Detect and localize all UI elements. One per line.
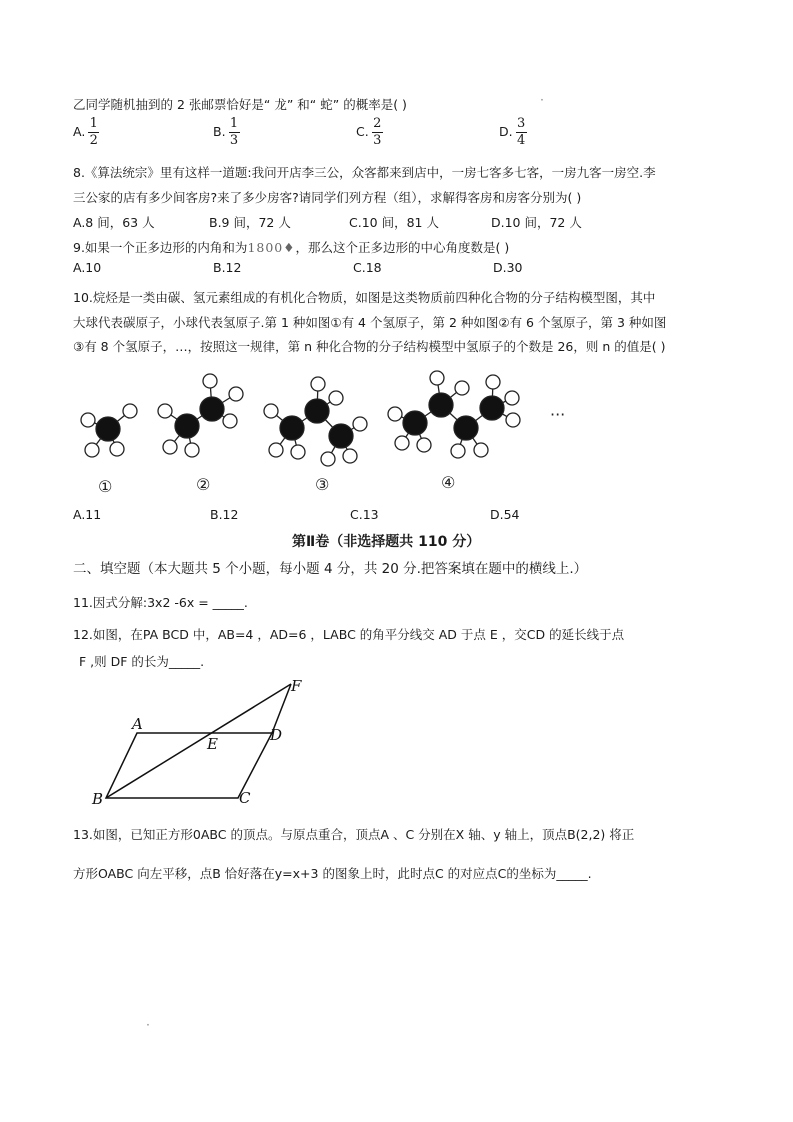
point-label-b: B <box>92 790 104 808</box>
molecule-1 <box>81 404 137 457</box>
option-label: C. <box>356 124 369 139</box>
q10-option-c: C.13 <box>350 507 379 522</box>
point-label-e: E <box>207 735 218 753</box>
option-label: D. <box>499 124 513 139</box>
q9-option-c: C.18 <box>353 260 382 275</box>
q12-line-2: F ,则 DF 的长为_____. <box>79 654 205 669</box>
figure-label-4: ④ <box>441 473 456 492</box>
q10-option-b: B.12 <box>210 507 239 522</box>
q9-stem-pre: 9.如果一个正多边形的内角和为 <box>73 240 248 255</box>
point-label-d: D <box>270 726 283 744</box>
stray-dot-bottom: · <box>146 1017 150 1032</box>
q10-line-1: 10.烷烃是一类由碳、氢元素组成的有机化合物质，如图是这类物质前四种化合物的分子结构模型图，其中 <box>73 290 656 305</box>
q7-option-b <box>213 117 240 148</box>
point-label-a: A <box>132 715 143 733</box>
fraction <box>229 117 240 148</box>
figure-label-2: ② <box>196 475 211 494</box>
q10-line-2: 大球代表碳原子，小球代表氢原子.第 1 种如图①有 4 个氢原子，第 2 种如图②有 6 个氢原子，第 3 种如图 <box>73 315 667 330</box>
point-label-f: F <box>291 677 302 695</box>
figure-ellipsis: ··· <box>550 405 566 424</box>
q9-option-d: D.30 <box>493 260 523 275</box>
q9-stem <box>73 240 509 256</box>
q8-option-d: D.10 间，72 人 <box>491 215 582 230</box>
section-2-heading: 二、填空题（本大题共 5 个小题，每小题 4 分，共 20 分.把答案填在题中的横线上.） <box>73 561 588 577</box>
q8-option-c: C.10 间，81 人 <box>349 215 439 230</box>
parallelogram-figure <box>85 672 325 812</box>
q11-text: 11.因式分解:3x2 -6x = _____. <box>73 595 248 610</box>
option-label: B. <box>213 124 226 139</box>
denominator: 4 <box>516 133 526 148</box>
figure-label-3: ③ <box>315 475 330 494</box>
fraction <box>88 117 99 148</box>
q9-option-a: A.10 <box>73 260 102 275</box>
q8-line-1: 8.《算法统宗》里有这样一道题:我问开店李三公，众客都来到店中，一房七客多七客，一房九客一房空.李 <box>73 165 656 180</box>
numerator: 3 <box>516 116 526 131</box>
q7-stem: 乙同学随机抽到的 2 张邮票恰好是“ 龙” 和“ 蛇” 的概率是( ) <box>73 97 407 112</box>
numerator: 1 <box>89 116 98 131</box>
q10-option-d: D.54 <box>490 507 520 522</box>
denominator: 3 <box>373 133 382 148</box>
q12-line-1: 12.如图，在PA BCD 中，AB=4 ，AD=6 ，LABC 的角平分线交 AD 于点 E ，交CD 的延长线于点 <box>73 627 625 642</box>
q13-line-2: 方形OABC 向左平移，点B 恰好落在y=x+3 的图象上时，此时点C 的对应点C的坐标为_____. <box>73 866 592 881</box>
section-2-title: 第Ⅱ卷（非选择题共 110 分） <box>292 534 481 550</box>
point-label-c: C <box>239 789 251 807</box>
q8-line-2: 三公家的店有多少间客房?来了多少房客?请同学们列方程（组），求解得客房和房客分别为( ) <box>73 190 582 205</box>
numerator: 1 <box>229 116 239 131</box>
molecule-3 <box>264 377 367 466</box>
q7-option-c <box>356 117 383 148</box>
fraction <box>372 117 383 148</box>
molecule-2 <box>158 374 243 457</box>
q8-option-a: A.8 间，63 人 <box>73 215 155 230</box>
stray-dot-top: · <box>540 92 544 107</box>
molecule-figure <box>60 360 600 500</box>
q7-option-d <box>499 117 527 148</box>
fraction <box>516 117 527 148</box>
q9-option-b: B.12 <box>213 260 242 275</box>
q9-stem-post: ，那么这个正多边形的中心角度数是( ) <box>295 240 510 255</box>
molecule-4 <box>388 371 520 458</box>
q10-option-a: A.11 <box>73 507 102 522</box>
q8-option-b: B.9 间，72 人 <box>209 215 291 230</box>
figure-label-1: ① <box>98 477 113 496</box>
denominator: 3 <box>229 133 239 148</box>
q9-angle-sum: 1800♦ <box>247 240 296 255</box>
q7-option-a <box>73 117 99 148</box>
denominator: 2 <box>89 133 98 148</box>
q10-line-3: ③有 8 个氢原子，…，按照这一规律，第 n 种化合物的分子结构模型中氢原子的个数是 26，则 n 的值是( ) <box>73 339 666 354</box>
q13-line-1: 13.如图，已知正方形0ABC 的顶点。与原点重合，顶点A 、C 分别在X 轴、y 轴上，顶点B(2,2) 将正 <box>73 827 635 842</box>
option-label: A. <box>73 124 86 139</box>
numerator: 2 <box>373 116 382 131</box>
